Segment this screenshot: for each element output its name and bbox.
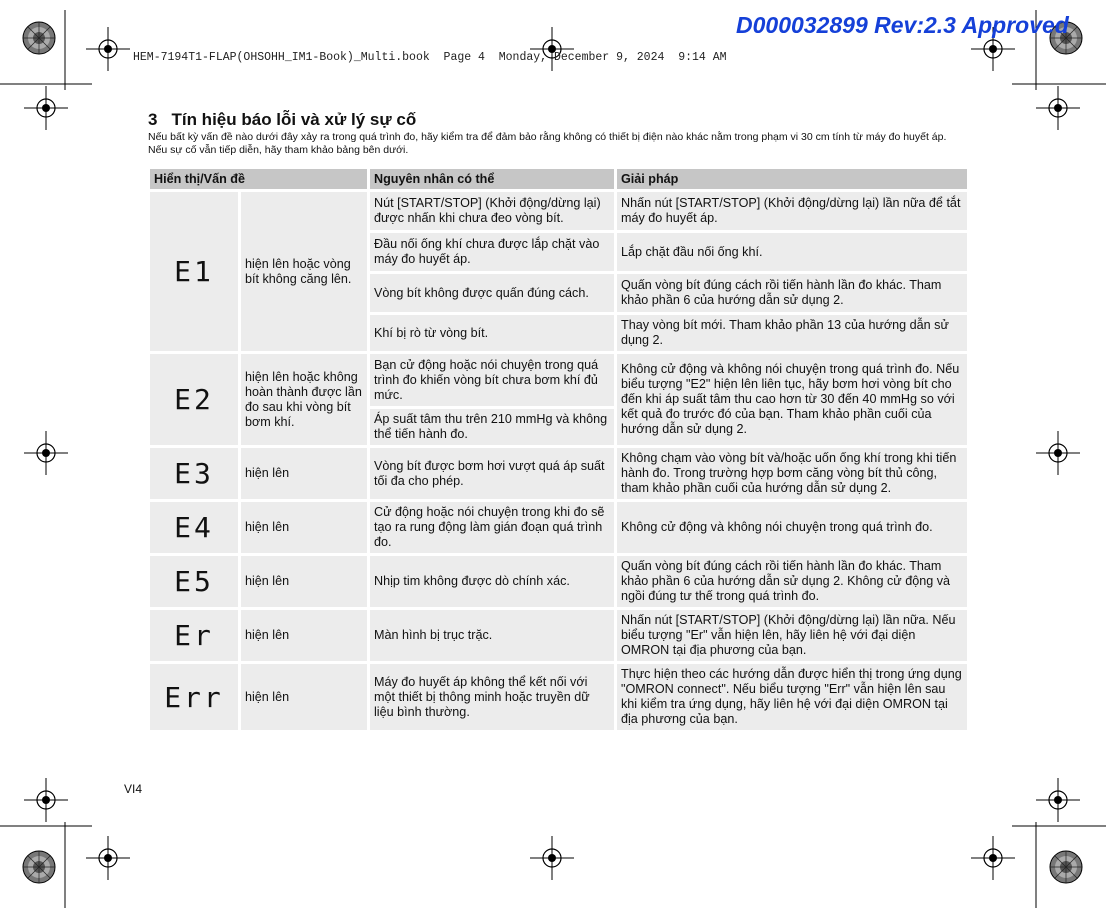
cause-cell: Máy đo huyết áp không thể kết nối với một thiết bị thông minh hoặc truyền dữ liệu bình thường. bbox=[370, 664, 614, 730]
error-desc-er: hiện lên bbox=[241, 610, 367, 661]
error-code-e5: E5 bbox=[150, 556, 238, 607]
section-title: Tín hiệu báo lỗi và xử lý sự cố bbox=[171, 110, 417, 129]
solution-cell: Quấn vòng bít đúng cách rồi tiến hành lần đo khác. Tham khảo phần 6 của hướng dẫn sử dụng 2. bbox=[617, 274, 967, 312]
solution-cell: Không cử động và không nói chuyện trong quá trình đo. bbox=[617, 502, 967, 553]
error-desc-err: hiện lên bbox=[241, 664, 367, 730]
cause-cell: Nhịp tim không được dò chính xác. bbox=[370, 556, 614, 607]
section-number: 3 bbox=[148, 110, 158, 129]
cause-cell: Màn hình bị trục trặc. bbox=[370, 610, 614, 661]
solution-cell: Nhấn nút [START/STOP] (Khởi động/dừng lại) lần nữa để tắt máy đo huyết áp. bbox=[617, 192, 967, 230]
cause-cell: Cử động hoặc nói chuyện trong khi đo sẽ tạo ra rung động làm gián đoạn quá trình đo. bbox=[370, 502, 614, 553]
error-desc-e2: hiện lên hoặc không hoàn thành được lần đo sau khi vòng bít bơm khí. bbox=[241, 354, 367, 445]
error-code-er: Er bbox=[150, 610, 238, 661]
error-code-e4: E4 bbox=[150, 502, 238, 553]
table-row bbox=[150, 664, 967, 730]
error-table bbox=[147, 166, 970, 733]
cause-cell: Bạn cử động hoặc nói chuyện trong quá trình đo khiến vòng bít chưa bơm khí đủ mức. bbox=[370, 354, 614, 406]
solution-cell: Quấn vòng bít đúng cách rồi tiến hành lần đo khác. Tham khảo phần 6 của hướng dẫn sử dụng 2. Không cử động và ngồi đúng tư thế trong quá trình đo. bbox=[617, 556, 967, 607]
table-row bbox=[150, 556, 967, 607]
table-row bbox=[150, 610, 967, 661]
section-heading bbox=[148, 110, 416, 130]
table-row bbox=[150, 448, 967, 499]
table-row bbox=[150, 502, 967, 553]
cause-cell: Đầu nối ống khí chưa được lắp chặt vào máy đo huyết áp. bbox=[370, 233, 614, 271]
error-code-err: Err bbox=[150, 664, 238, 730]
error-code-e3: E3 bbox=[150, 448, 238, 499]
print-slug: HEM-7194T1-FLAP(OHSOHH_IM1-Book)_Multi.book Page 4 Monday, December 9, 2024 9:14 AM bbox=[133, 51, 727, 64]
error-desc-e4: hiện lên bbox=[241, 502, 367, 553]
approval-stamp: D000032899 Rev:2.3 Approved bbox=[736, 12, 1069, 38]
header-cause: Nguyên nhân có thể bbox=[370, 169, 614, 189]
solution-cell: Lắp chặt đầu nối ống khí. bbox=[617, 233, 967, 271]
solution-cell: Không cử động và không nói chuyện trong quá trình đo. Nếu biểu tượng "E2" hiện lên liên tục, hãy bơm hơi vòng bít cho đến khi áp suất tâm thu cao hơn từ 30 đến 40 mmHg so với kết quả đo trước đó của bạn. Tham khảo phần cuối của hướng dẫn sử dụng 2. bbox=[617, 354, 967, 445]
section-intro: Nếu bất kỳ vấn đề nào dưới đây xảy ra trong quá trình đo, hãy kiểm tra để đảm bảo rằng không có thiết bị điện nào khác nằm trong phạm vi 30 cm tính từ máy đo huyết áp. Nếu sự cố vẫn tiếp diễn, hãy tham khảo bảng bên dưới. bbox=[148, 131, 947, 156]
table-header-row bbox=[150, 169, 967, 189]
cause-cell: Vòng bít được bơm hơi vượt quá áp suất tối đa cho phép. bbox=[370, 448, 614, 499]
error-desc-e5: hiện lên bbox=[241, 556, 367, 607]
cause-cell: Vòng bít không được quấn đúng cách. bbox=[370, 274, 614, 312]
error-desc-e1: hiện lên hoặc vòng bít không căng lên. bbox=[241, 192, 367, 351]
cause-cell: Nút [START/STOP] (Khởi động/dừng lại) được nhấn khi chưa đeo vòng bít. bbox=[370, 192, 614, 230]
solution-cell: Nhấn nút [START/STOP] (Khởi động/dừng lại) lần nữa. Nếu biểu tượng "Er" vẫn hiện lên, hãy liên hệ với đại diện OMRON tại địa phương của bạn. bbox=[617, 610, 967, 661]
solution-cell: Thực hiện theo các hướng dẫn được hiển thị trong ứng dụng "OMRON connect". Nếu biểu tượng "Err" vẫn hiện lên sau khi kiểm tra ứng dụng, hãy liên hệ với đại diện OMRON tại địa phương của bạn. bbox=[617, 664, 967, 730]
table-row bbox=[150, 354, 967, 406]
header-solution: Giải pháp bbox=[617, 169, 967, 189]
error-code-e1: E1 bbox=[150, 192, 238, 351]
header-display: Hiển thị/Vấn đề bbox=[150, 169, 367, 189]
cause-cell: Áp suất tâm thu trên 210 mmHg và không thể tiến hành đo. bbox=[370, 409, 614, 445]
cause-cell: Khí bị rò từ vòng bít. bbox=[370, 315, 614, 351]
error-code-e2: E2 bbox=[150, 354, 238, 445]
error-desc-e3: hiện lên bbox=[241, 448, 367, 499]
solution-cell: Thay vòng bít mới. Tham khảo phần 13 của hướng dẫn sử dụng 2. bbox=[617, 315, 967, 351]
page-number: VI4 bbox=[124, 782, 143, 796]
solution-cell: Không chạm vào vòng bít và/hoặc uốn ống khí trong khi tiến hành đo. Trong trường hợp bơm căng vòng bít thủ công, tham khảo phần cuối của hướng dẫn sử dụng 2. bbox=[617, 448, 967, 499]
table-row bbox=[150, 192, 967, 230]
